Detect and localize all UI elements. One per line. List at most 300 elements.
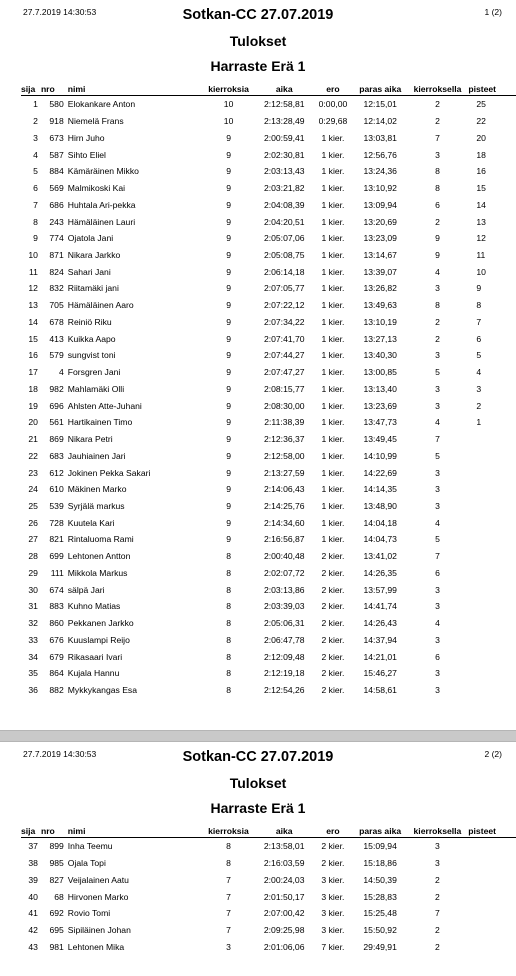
cell-ero: 1 kier. xyxy=(321,333,345,344)
cell-kierroksia: 9 xyxy=(226,132,231,143)
cell-kierroksia: 9 xyxy=(226,166,231,177)
cell-kierroksia: 9 xyxy=(226,350,231,361)
cell-aika: 2:01:50,17 xyxy=(263,891,305,902)
cell-aika: 2:13:58,01 xyxy=(263,841,305,852)
cell-sija: 3 xyxy=(33,132,38,143)
table-row xyxy=(21,280,516,297)
cell-ero: 2 kier. xyxy=(321,841,345,852)
cell-sija: 7 xyxy=(33,199,38,210)
cell-sija: 35 xyxy=(28,668,38,679)
table-row xyxy=(21,905,516,922)
cell-pisteet: 14 xyxy=(476,199,486,210)
column-header-kierroksella: kierroksella xyxy=(407,824,469,838)
cell-pisteet: 18 xyxy=(476,149,486,160)
cell-kierroksia: 9 xyxy=(226,316,231,327)
table-row xyxy=(21,615,516,632)
cell-sija: 32 xyxy=(28,618,38,629)
cell-nimi: Sahari Jani xyxy=(67,266,111,277)
cell-nimi: Syrjälä markus xyxy=(67,500,125,511)
cell-nimi: Pekkanen Jarkko xyxy=(67,618,134,629)
cell-nro: 413 xyxy=(49,333,64,344)
cell-aika: 2:05:08,75 xyxy=(263,249,305,260)
column-header-nimi: nimi xyxy=(64,824,201,838)
cell-kierroksella: 2 xyxy=(435,316,440,327)
cell-paras-aika: 15:09,94 xyxy=(363,841,397,852)
cell-kierroksia: 7 xyxy=(226,908,231,919)
cell-nimi: Mäkinen Marko xyxy=(67,484,127,495)
cell-aika: 2:00:40,48 xyxy=(263,551,305,562)
cell-kierroksella: 4 xyxy=(435,517,440,528)
cell-ero: 1 kier. xyxy=(321,517,345,528)
table-row xyxy=(21,871,516,888)
cell-paras-aika: 14:37,94 xyxy=(363,634,397,645)
cell-pisteet xyxy=(468,871,516,888)
cell-ero: 1 kier. xyxy=(321,400,345,411)
cell-pisteet: 4 xyxy=(476,367,482,378)
cell-nimi: Inha Teemu xyxy=(67,841,113,852)
table-row xyxy=(21,263,516,280)
cell-kierroksella: 3 xyxy=(435,149,440,160)
page-number: 2 (2) xyxy=(484,749,502,759)
cell-aika: 2:09:25,98 xyxy=(263,925,305,936)
cell-nro: 579 xyxy=(49,350,64,361)
cell-aika: 2:05:06,31 xyxy=(263,618,305,629)
cell-pisteet xyxy=(468,514,516,531)
cell-aika: 2:03:21,82 xyxy=(263,183,305,194)
cell-kierroksia: 9 xyxy=(226,484,231,495)
cell-kierroksella: 6 xyxy=(435,567,440,578)
cell-ero: 1 kier. xyxy=(321,233,345,244)
cell-aika: 2:07:22,12 xyxy=(263,300,305,311)
cell-aika: 2:04:08,39 xyxy=(263,199,305,210)
cell-kierroksella: 8 xyxy=(435,166,440,177)
cell-aika: 2:07:44,27 xyxy=(263,350,305,361)
cell-aika: 2:11:38,39 xyxy=(264,417,305,428)
cell-ero: 1 kier. xyxy=(321,166,345,177)
cell-paras-aika: 12:15,01 xyxy=(363,99,397,110)
cell-kierroksella: 3 xyxy=(435,841,440,852)
cell-aika: 2:14:34,60 xyxy=(263,517,305,528)
cell-kierroksia: 9 xyxy=(226,434,231,445)
cell-sija: 29 xyxy=(28,567,38,578)
cell-nimi: Mikkola Markus xyxy=(67,567,128,578)
cell-sija: 21 xyxy=(28,434,38,445)
cell-sija: 11 xyxy=(29,266,38,277)
cell-aika: 2:16:03,59 xyxy=(263,858,305,869)
cell-kierroksella: 3 xyxy=(435,601,440,612)
cell-nro: 674 xyxy=(49,584,64,595)
cell-aika: 2:03:13,86 xyxy=(263,584,305,595)
cell-paras-aika: 15:50,92 xyxy=(363,925,397,936)
cell-nimi: Rovio Tomi xyxy=(67,908,111,919)
cell-nimi: Malmikoski Kai xyxy=(67,183,126,194)
cell-paras-aika: 13:13,40 xyxy=(363,383,397,394)
table-row xyxy=(21,464,516,481)
table-row xyxy=(21,330,516,347)
cell-kierroksella: 6 xyxy=(435,199,440,210)
cell-kierroksella: 4 xyxy=(435,417,440,428)
cell-sija: 36 xyxy=(28,685,38,696)
cell-kierroksella: 2 xyxy=(435,116,440,127)
cell-kierroksia: 9 xyxy=(226,500,231,511)
cell-kierroksella: 2 xyxy=(435,941,440,952)
cell-paras-aika: 15:25,48 xyxy=(363,908,397,919)
cell-nro: 678 xyxy=(49,316,64,327)
cell-pisteet: 15 xyxy=(476,183,486,194)
cell-kierroksella: 9 xyxy=(435,249,440,260)
cell-nimi: Nikara Petri xyxy=(67,434,113,445)
cell-nimi: Ojala Topi xyxy=(67,858,106,869)
cell-sija: 18 xyxy=(28,383,38,394)
cell-aika: 2:14:06,43 xyxy=(263,484,305,495)
cell-pisteet: 20 xyxy=(476,132,486,143)
cell-ero: 1 kier. xyxy=(321,266,345,277)
table-row xyxy=(21,498,516,515)
column-header-pisteet: pisteet xyxy=(468,824,516,838)
cell-ero: 1 kier. xyxy=(321,216,345,227)
table-row xyxy=(21,230,516,247)
cell-nro: 699 xyxy=(49,551,64,562)
cell-pisteet: 11 xyxy=(476,249,486,260)
cell-kierroksia: 9 xyxy=(226,450,231,461)
cell-sija: 41 xyxy=(28,908,38,919)
cell-aika: 2:02:07,72 xyxy=(263,567,305,578)
cell-pisteet xyxy=(468,632,516,649)
cell-kierroksia: 10 xyxy=(223,99,234,110)
cell-pisteet xyxy=(468,481,516,498)
cell-paras-aika: 13:47,73 xyxy=(363,417,397,428)
cell-pisteet: 25 xyxy=(476,99,486,110)
cell-nro: 871 xyxy=(49,249,64,260)
cell-nro: 587 xyxy=(49,149,64,160)
cell-nro: 882 xyxy=(49,685,64,696)
cell-nro: 821 xyxy=(49,534,64,545)
table-row xyxy=(21,347,516,364)
cell-sija: 13 xyxy=(28,300,38,311)
column-header-sija: sija xyxy=(21,824,38,838)
cell-nimi: Veijalainen Aatu xyxy=(67,874,129,885)
table-row xyxy=(21,922,516,939)
cell-pisteet xyxy=(468,531,516,548)
cell-kierroksia: 8 xyxy=(226,651,231,662)
column-header-sija: sija xyxy=(21,82,38,96)
table-row xyxy=(21,414,516,431)
cell-kierroksella: 9 xyxy=(435,233,440,244)
cell-ero: 2 kier. xyxy=(321,858,345,869)
cell-nimi: Riitamäki jani xyxy=(67,283,119,294)
cell-paras-aika: 13:03,81 xyxy=(363,132,397,143)
cell-kierroksia: 8 xyxy=(226,858,231,869)
table-row xyxy=(21,481,516,498)
cell-paras-aika: 13:00,85 xyxy=(363,367,397,378)
cell-nimi: Lehtonen Mika xyxy=(67,941,125,952)
cell-aika: 2:12:19,18 xyxy=(263,668,305,679)
cell-kierroksia: 7 xyxy=(226,925,231,936)
cell-aika: 2:12:58,00 xyxy=(263,450,305,461)
table-row xyxy=(21,665,516,682)
cell-nro: 832 xyxy=(49,283,64,294)
cell-aika: 2:14:25,76 xyxy=(263,500,305,511)
cell-ero: 1 kier. xyxy=(321,316,345,327)
table-row xyxy=(21,213,516,230)
cell-paras-aika: 13:41,02 xyxy=(363,551,397,562)
cell-paras-aika: 14:50,39 xyxy=(363,874,397,885)
cell-aika: 2:08:15,77 xyxy=(263,383,305,394)
column-header-nimi: nimi xyxy=(64,82,201,96)
cell-nro: 692 xyxy=(49,908,64,919)
cell-ero: 2 kier. xyxy=(321,618,345,629)
cell-paras-aika: 13:20,69 xyxy=(363,216,397,227)
cell-kierroksella: 2 xyxy=(435,99,440,110)
cell-paras-aika: 13:24,36 xyxy=(363,166,397,177)
cell-nro: 612 xyxy=(49,467,64,478)
cell-paras-aika: 14:04,18 xyxy=(363,517,397,528)
page-number: 1 (2) xyxy=(484,7,502,17)
table-row xyxy=(21,196,516,213)
cell-kierroksella: 3 xyxy=(435,350,440,361)
cell-ero: 1 kier. xyxy=(321,350,345,361)
cell-sija: 6 xyxy=(33,183,38,194)
cell-nro: 827 xyxy=(49,874,64,885)
cell-pisteet: 16 xyxy=(476,166,486,177)
cell-sija: 27 xyxy=(28,534,38,545)
cell-nimi: Mahlamäki Olli xyxy=(67,383,125,394)
cell-pisteet xyxy=(468,598,516,615)
cell-pisteet xyxy=(468,855,516,872)
race-class-heading: Harraste Erä 1 xyxy=(210,800,306,816)
cell-sija: 5 xyxy=(33,166,38,177)
cell-sija: 12 xyxy=(28,283,38,294)
cell-sija: 26 xyxy=(28,517,38,528)
table-row xyxy=(21,581,516,598)
cell-aika: 2:02:30,81 xyxy=(263,149,305,160)
cell-nro: 982 xyxy=(49,383,64,394)
cell-ero: 1 kier. xyxy=(321,367,345,378)
cell-nimi: Hämäläinen Lauri xyxy=(67,216,136,227)
cell-kierroksia: 8 xyxy=(226,584,231,595)
cell-aika: 2:07:47,27 xyxy=(263,367,305,378)
cell-aika: 2:07:41,70 xyxy=(263,333,305,344)
cell-aika: 2:03:13,43 xyxy=(263,166,305,177)
cell-ero: 1 kier. xyxy=(321,434,345,445)
cell-sija: 4 xyxy=(33,149,38,160)
cell-ero: 1 kier. xyxy=(321,149,345,160)
table-row xyxy=(21,598,516,615)
cell-sija: 8 xyxy=(33,216,38,227)
cell-kierroksia: 8 xyxy=(226,841,231,852)
cell-nimi: Sihto Eliel xyxy=(67,149,106,160)
cell-aika: 2:12:58,81 xyxy=(263,99,305,110)
cell-nimi: Mykkykangas Esa xyxy=(67,685,138,696)
column-header-kierroksia: kierroksia xyxy=(201,82,257,96)
cell-aika: 2:07:34,22 xyxy=(263,316,305,327)
cell-kierroksella: 3 xyxy=(435,500,440,511)
cell-paras-aika: 12:56,76 xyxy=(363,149,397,160)
cell-nimi: sälpä Jari xyxy=(67,584,105,595)
cell-kierroksella: 3 xyxy=(435,383,440,394)
cell-sija: 24 xyxy=(28,484,38,495)
results-heading: Tulokset xyxy=(229,775,287,791)
table-row xyxy=(21,96,516,113)
cell-kierroksia: 9 xyxy=(226,216,231,227)
cell-nro: 673 xyxy=(49,132,64,143)
cell-ero: 1 kier. xyxy=(321,500,345,511)
cell-nro: 824 xyxy=(49,266,64,277)
results-table xyxy=(21,82,516,698)
cell-kierroksia: 7 xyxy=(226,891,231,902)
cell-aika: 2:07:00,42 xyxy=(263,908,305,919)
cell-kierroksia: 9 xyxy=(226,367,231,378)
cell-paras-aika: 13:23,09 xyxy=(363,233,397,244)
cell-ero: 2 kier. xyxy=(321,584,345,595)
cell-aika: 2:07:05,77 xyxy=(263,283,305,294)
cell-kierroksia: 9 xyxy=(226,283,231,294)
cell-nimi: Kämäräinen Mikko xyxy=(67,166,139,177)
cell-sija: 30 xyxy=(28,584,38,595)
column-header-nro: nro xyxy=(38,82,64,96)
cell-pisteet: 12 xyxy=(476,233,486,244)
cell-kierroksella: 5 xyxy=(435,450,440,461)
cell-ero: 7 kier. xyxy=(321,941,345,952)
table-row xyxy=(21,888,516,905)
cell-nimi: Forsgren Jani xyxy=(67,367,121,378)
event-title: Sotkan-CC 27.07.2019 xyxy=(182,7,334,23)
cell-kierroksella: 3 xyxy=(435,668,440,679)
cell-paras-aika: 14:26,35 xyxy=(363,567,397,578)
cell-pisteet: 7 xyxy=(476,316,482,327)
cell-kierroksella: 7 xyxy=(435,132,440,143)
cell-kierroksella: 7 xyxy=(435,908,440,919)
cell-paras-aika: 12:14,02 xyxy=(363,116,397,127)
table-row xyxy=(21,514,516,531)
cell-kierroksia: 9 xyxy=(226,249,231,260)
cell-kierroksella: 4 xyxy=(435,618,440,629)
print-timestamp: 27.7.2019 14:30:53 xyxy=(23,749,97,759)
cell-aika: 2:00:59,41 xyxy=(263,132,305,143)
cell-nro: 686 xyxy=(49,199,64,210)
cell-nimi: Rikasaari Ivari xyxy=(67,651,123,662)
cell-kierroksia: 3 xyxy=(226,941,231,952)
cell-nro: 883 xyxy=(49,601,64,612)
cell-sija: 39 xyxy=(28,874,38,885)
cell-paras-aika: 13:26,82 xyxy=(363,283,397,294)
cell-kierroksia: 9 xyxy=(226,467,231,478)
table-row xyxy=(21,565,516,582)
cell-nimi: Kujala Hannu xyxy=(67,668,120,679)
cell-kierroksella: 3 xyxy=(435,858,440,869)
cell-ero: 1 kier. xyxy=(321,283,345,294)
cell-kierroksia: 9 xyxy=(226,266,231,277)
cell-ero: 3 kier. xyxy=(321,925,345,936)
cell-nro: 899 xyxy=(49,841,64,852)
column-header-paras-aika: paras aika xyxy=(354,824,407,838)
table-row xyxy=(21,397,516,414)
cell-kierroksia: 9 xyxy=(226,383,231,394)
cell-ero: 1 kier. xyxy=(321,484,345,495)
cell-pisteet: 1 xyxy=(476,417,482,428)
cell-paras-aika: 13:09,94 xyxy=(363,199,397,210)
cell-nro: 985 xyxy=(49,858,64,869)
cell-ero: 1 kier. xyxy=(321,183,345,194)
cell-paras-aika: 13:27,13 xyxy=(363,333,397,344)
table-row xyxy=(21,146,516,163)
cell-aika: 2:01:06,06 xyxy=(263,941,305,952)
table-row xyxy=(21,938,516,955)
cell-kierroksia: 9 xyxy=(226,517,231,528)
cell-nimi: Reiniö Riku xyxy=(67,316,112,327)
cell-pisteet: 2 xyxy=(476,400,482,411)
cell-sija: 31 xyxy=(28,601,38,612)
column-header-paras-aika: paras aika xyxy=(354,82,407,96)
cell-pisteet xyxy=(468,498,516,515)
cell-pisteet xyxy=(468,905,516,922)
cell-kierroksia: 9 xyxy=(226,233,231,244)
cell-ero: 1 kier. xyxy=(321,450,345,461)
cell-nimi: Jokinen Pekka Sakari xyxy=(67,467,151,478)
cell-kierroksia: 9 xyxy=(226,300,231,311)
column-header-aika: aika xyxy=(256,82,312,96)
cell-kierroksia: 9 xyxy=(226,199,231,210)
cell-nro: 695 xyxy=(49,925,64,936)
table-header-row xyxy=(21,824,516,838)
cell-sija: 43 xyxy=(28,941,38,952)
cell-kierroksia: 8 xyxy=(226,668,231,679)
cell-nro: 539 xyxy=(49,500,64,511)
column-header-nro: nro xyxy=(38,824,64,838)
cell-paras-aika: 14:22,69 xyxy=(363,467,397,478)
cell-sija: 2 xyxy=(33,116,38,127)
cell-nro: 705 xyxy=(49,300,64,311)
cell-ero: 1 kier. xyxy=(321,132,345,143)
cell-kierroksia: 9 xyxy=(226,333,231,344)
cell-paras-aika: 14:04,73 xyxy=(363,534,397,545)
cell-nro: 561 xyxy=(49,417,64,428)
cell-nro: 676 xyxy=(49,634,64,645)
cell-pisteet: 10 xyxy=(476,266,486,277)
cell-nro: 610 xyxy=(49,484,64,495)
table-row xyxy=(21,380,516,397)
cell-kierroksella: 3 xyxy=(435,467,440,478)
cell-aika: 2:16:56,87 xyxy=(263,534,305,545)
cell-ero: 2 kier. xyxy=(321,668,345,679)
table-row xyxy=(21,247,516,264)
cell-pisteet xyxy=(468,464,516,481)
cell-pisteet xyxy=(468,682,516,699)
cell-pisteet xyxy=(468,581,516,598)
cell-aika: 2:12:09,48 xyxy=(263,651,305,662)
cell-nimi: Huhtala Ari-pekka xyxy=(67,199,136,210)
cell-paras-aika: 14:41,74 xyxy=(363,601,397,612)
cell-kierroksia: 9 xyxy=(226,534,231,545)
cell-nimi: Lehtonen Antton xyxy=(67,551,131,562)
cell-pisteet xyxy=(468,838,516,855)
cell-nimi: Kuuslampi Reijo xyxy=(67,634,130,645)
table-row xyxy=(21,129,516,146)
cell-nimi: Rintaluoma Rami xyxy=(67,534,134,545)
cell-nimi: Hartikainen Timo xyxy=(67,417,133,428)
cell-nro: 569 xyxy=(49,183,64,194)
table-row xyxy=(21,531,516,548)
results-page-2 xyxy=(0,742,516,976)
cell-pisteet xyxy=(468,615,516,632)
cell-nro: 243 xyxy=(49,216,64,227)
cell-nimi: Ojatola Jani xyxy=(67,233,114,244)
cell-sija: 10 xyxy=(28,249,38,260)
cell-kierroksella: 2 xyxy=(435,891,440,902)
cell-nimi: Elokankare Anton xyxy=(67,99,136,110)
cell-sija: 28 xyxy=(28,551,38,562)
column-header-aika: aika xyxy=(256,824,312,838)
